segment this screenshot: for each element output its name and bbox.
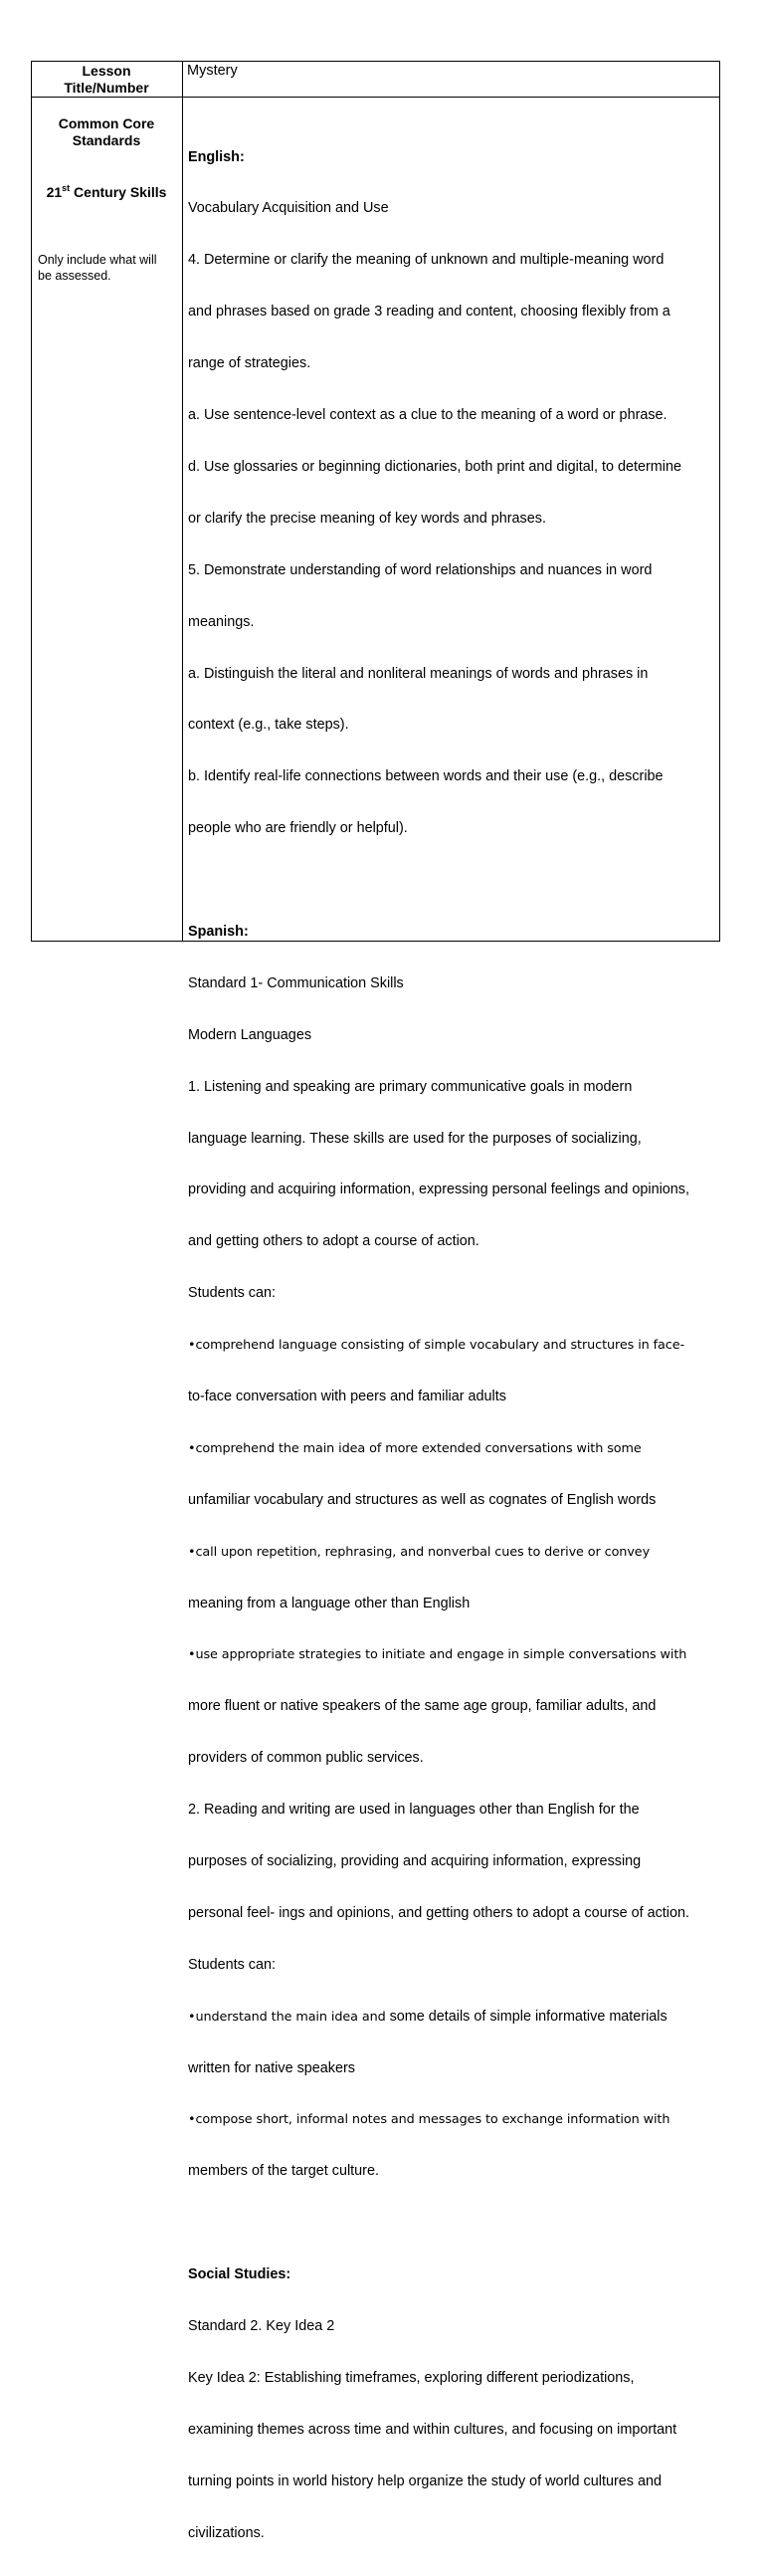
spanish-line: 2. Reading and writing are used in languages other than English for the (188, 1802, 640, 1819)
spanish-line: purposes of socializing, providing and acquiring information, expressing (188, 1852, 642, 1869)
lesson-title-label (31, 63, 182, 97)
social-studies-line: Standard 2. Key Idea 2 (188, 2318, 335, 2334)
bullet-item: •comprehend language consisting of simple vocabulary and structures in face- (188, 1338, 685, 1354)
bullet-item: •comprehend the main idea of more extended conversations with some (188, 1440, 642, 1456)
spanish-line: 1. Listening and speaking are primary communicative goals in modern (188, 1078, 633, 1095)
spanish-line: Students can: (188, 1285, 277, 1302)
bullet-item: •understand the main idea and some details of simple informative materials (188, 2008, 668, 2025)
bullet-continuation: to-face conversation with peers and familiar adults (188, 1388, 506, 1404)
spanish-heading: Spanish: (188, 923, 249, 940)
bullet-continuation: members of the target culture. (188, 2163, 379, 2180)
english-line: a. Distinguish the literal and nonliteral meanings of words and phrases in (188, 665, 649, 682)
bullet-continuation: unfamiliar vocabulary and structures as well as cognates of English words (188, 1491, 657, 1508)
century-skills-label: 21st Century Skills (46, 183, 167, 200)
lesson-title-value: Mystery (187, 63, 238, 79)
bullet-continuation: written for native speakers (188, 2059, 355, 2076)
column-divider (182, 62, 183, 941)
english-line: b. Identify real-life connections between words and their use (e.g., describe (188, 768, 664, 785)
english-line: people who are friendly or helpful). (188, 820, 408, 837)
spanish-section (188, 889, 715, 2215)
lesson-title-label-line1: Lesson (82, 63, 131, 79)
bullet-continuation: providers of common public services. (188, 1750, 424, 1767)
social-studies-line: examining themes across time and within cultures, and focusing on important (188, 2421, 677, 2438)
lesson-title-label-line2: Title/Number (64, 80, 149, 96)
english-heading: English: (188, 148, 245, 165)
spanish-line: providing and acquiring information, expressing personal feelings and opinions, (188, 1181, 689, 1198)
common-core-standards-label (31, 115, 182, 149)
bullet-item: •use appropriate strategies to initiate and engage in simple conversations with (188, 1647, 687, 1663)
english-line: d. Use glossaries or beginning dictionaries, both print and digital, to determine (188, 458, 681, 475)
english-line: a. Use sentence-level context as a clue to the meaning of a word or phrase. (188, 407, 668, 424)
spanish-line: personal feel- ings and opinions, and getting others to adopt a course of action. (188, 1904, 690, 1921)
social-studies-line: Key Idea 2: Establishing timeframes, exploring different periodizations, (188, 2369, 635, 2386)
english-line: 5. Demonstrate understanding of word relationships and nuances in word (188, 561, 653, 578)
spanish-line: Standard 1- Communication Skills (188, 974, 404, 991)
english-line: meanings. (188, 613, 255, 630)
assessment-note-line1: Only include what will (38, 253, 157, 267)
english-line: range of strategies. (188, 355, 311, 372)
bullet-item: •compose short, informal notes and messages to exchange information with (188, 2112, 670, 2128)
assessment-note (38, 253, 177, 284)
bullet-continuation: more fluent or native speakers of the same age group, familiar adults, and (188, 1698, 657, 1715)
english-line: and phrases based on grade 3 reading and content, choosing flexibly from a (188, 304, 670, 321)
english-line: context (e.g., take steps). (188, 717, 349, 734)
social-studies-line: civilizations. (188, 2524, 265, 2541)
bullet-continuation: meaning from a language other than English (188, 1595, 471, 1611)
spanish-line: Modern Languages (188, 1026, 312, 1043)
social-studies-line: turning points in world history help organize the study of world cultures and (188, 2472, 662, 2489)
standards-label-line2: Standards (72, 132, 141, 148)
english-section (188, 114, 715, 872)
bullet-item: •call upon repetition, rephrasing, and nonverbal cues to derive or convey (188, 1544, 651, 1560)
assessment-note-line2: be assessed. (38, 268, 111, 283)
social-studies-heading: Social Studies: (188, 2266, 291, 2283)
spanish-line: Students can: (188, 1956, 277, 1973)
spanish-line: language learning. These skills are used for the purposes of socializing, (188, 1130, 642, 1147)
standards-content (188, 114, 715, 2576)
social-studies-section (188, 2233, 715, 2576)
english-line: 4. Determine or clarify the meaning of unknown and multiple-meaning word (188, 252, 665, 269)
english-line: Vocabulary Acquisition and Use (188, 200, 389, 217)
english-line: or clarify the precise meaning of key words and phrases. (188, 510, 546, 527)
spanish-line: and getting others to adopt a course of action. (188, 1233, 479, 1250)
row-divider (32, 97, 719, 98)
standards-label-line1: Common Core (58, 115, 155, 131)
